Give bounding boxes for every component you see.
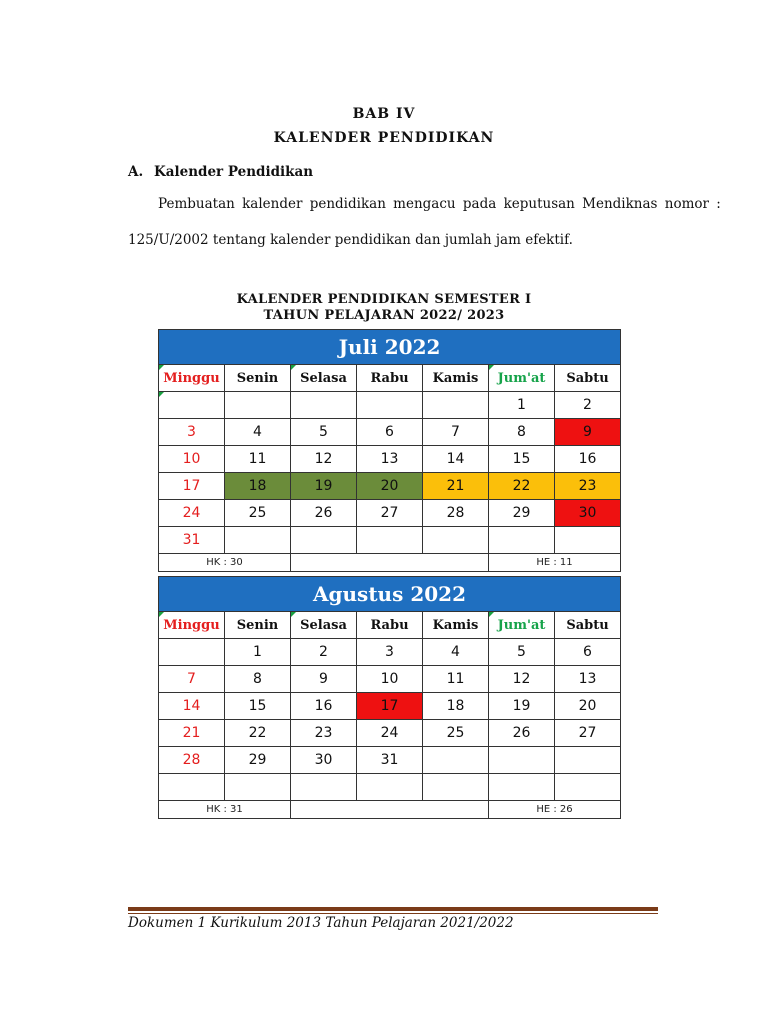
hk-count: HK : 30: [159, 554, 291, 572]
week-row: [159, 392, 621, 419]
day-cell: 29: [225, 747, 291, 774]
hk-count: HK : 31: [159, 801, 291, 819]
day-cell: [159, 774, 225, 801]
week-row: [159, 446, 621, 473]
day-cell: [291, 774, 357, 801]
weekday-header: Selasa: [291, 612, 357, 639]
day-cell: [423, 747, 489, 774]
he-count: HE : 26: [489, 801, 621, 819]
summary-row: [159, 554, 621, 572]
day-cell: 18: [423, 693, 489, 720]
day-cell: 3: [357, 639, 423, 666]
day-cell: 28: [423, 500, 489, 527]
day-cell: 15: [489, 446, 555, 473]
cell-marker: [489, 365, 494, 370]
day-cell: [489, 527, 555, 554]
weekday-header: Sabtu: [555, 612, 621, 639]
cell-marker: [489, 612, 494, 617]
weekday-header: Senin: [225, 365, 291, 392]
week-row: [159, 666, 621, 693]
day-cell: 2: [291, 639, 357, 666]
day-cell: 17: [357, 693, 423, 720]
day-cell: [357, 527, 423, 554]
weekday-header: Senin: [225, 612, 291, 639]
footer-text: Dokumen 1 Kurikulum 2013 Tahun Pelajaran 2021/2022: [128, 915, 514, 931]
weekday-header: Jum'at: [489, 365, 555, 392]
day-cell: 7: [159, 666, 225, 693]
day-cell: 17: [159, 473, 225, 500]
day-cell: [357, 774, 423, 801]
day-cell: 26: [489, 720, 555, 747]
weekday-header: Kamis: [423, 365, 489, 392]
cell-marker: [291, 365, 296, 370]
day-cell: 11: [423, 666, 489, 693]
week-row: [159, 527, 621, 554]
day-cell: 30: [291, 747, 357, 774]
day-cell: 19: [291, 473, 357, 500]
month-title: Agustus 2022: [159, 577, 621, 612]
week-row: [159, 639, 621, 666]
calendar-subtitle: TAHUN PELAJARAN 2022/ 2023: [263, 308, 505, 323]
day-cell: 4: [225, 419, 291, 446]
day-cell: 16: [291, 693, 357, 720]
day-cell: 30: [555, 500, 621, 527]
he-count: HE : 11: [489, 554, 621, 572]
month-title: Juli 2022: [159, 330, 621, 365]
day-cell: 20: [357, 473, 423, 500]
day-cell: 31: [357, 747, 423, 774]
weekday-header: Rabu: [357, 365, 423, 392]
day-cell: 21: [423, 473, 489, 500]
day-cell: 13: [555, 666, 621, 693]
week-row: [159, 774, 621, 801]
cell-marker: [159, 612, 164, 617]
day-cell: 7: [423, 419, 489, 446]
cell-marker: [291, 612, 296, 617]
chapter-number: BAB IV: [352, 106, 416, 122]
day-cell: 13: [357, 446, 423, 473]
summary-row: [159, 801, 621, 819]
day-cell: 3: [159, 419, 225, 446]
day-cell: 20: [555, 693, 621, 720]
day-cell: [489, 747, 555, 774]
day-cell: 4: [423, 639, 489, 666]
day-cell: 29: [489, 500, 555, 527]
summary-spacer: [291, 554, 489, 572]
day-cell: 16: [555, 446, 621, 473]
day-cell: 5: [291, 419, 357, 446]
day-cell: 8: [225, 666, 291, 693]
day-cell: 6: [555, 639, 621, 666]
day-cell: [225, 774, 291, 801]
weekday-header: Minggu: [159, 365, 225, 392]
day-cell: 27: [357, 500, 423, 527]
section-title: Kalender Pendidikan: [154, 164, 314, 180]
day-cell: [159, 639, 225, 666]
day-cell: [225, 392, 291, 419]
day-cell: 22: [225, 720, 291, 747]
day-cell: 14: [423, 446, 489, 473]
day-cell: [423, 774, 489, 801]
paragraph-line-2: 125/U/2002 tentang kalender pendidikan dan jumlah jam efektif.: [128, 232, 573, 248]
week-row: [159, 693, 621, 720]
day-cell: [489, 774, 555, 801]
day-cell: 22: [489, 473, 555, 500]
week-row: [159, 720, 621, 747]
weekday-row: [159, 612, 621, 639]
day-cell: 28: [159, 747, 225, 774]
day-cell: 24: [159, 500, 225, 527]
day-cell: 27: [555, 720, 621, 747]
weekday-header: Rabu: [357, 612, 423, 639]
month-header-row: [159, 330, 621, 365]
cell-marker: [159, 392, 164, 397]
calendar-july: [158, 329, 621, 572]
footer-rule: [128, 907, 658, 911]
day-cell: [357, 392, 423, 419]
month-header-row: [159, 577, 621, 612]
week-row: [159, 500, 621, 527]
day-cell: 25: [225, 500, 291, 527]
day-cell: 1: [489, 392, 555, 419]
calendar-title: KALENDER PENDIDIKAN SEMESTER I: [236, 292, 532, 307]
footer-rule-thin: [128, 913, 658, 914]
day-cell: [291, 527, 357, 554]
day-cell: 12: [489, 666, 555, 693]
week-row: [159, 419, 621, 446]
day-cell: 12: [291, 446, 357, 473]
day-cell: 31: [159, 527, 225, 554]
weekday-header: Minggu: [159, 612, 225, 639]
day-cell: 15: [225, 693, 291, 720]
weekday-header: Selasa: [291, 365, 357, 392]
day-cell: 9: [555, 419, 621, 446]
day-cell: [159, 392, 225, 419]
day-cell: 14: [159, 693, 225, 720]
section-heading: [128, 164, 313, 180]
day-cell: [555, 747, 621, 774]
section-number: A.: [128, 164, 144, 180]
day-cell: 1: [225, 639, 291, 666]
day-cell: 19: [489, 693, 555, 720]
cell-marker: [159, 365, 164, 370]
day-cell: 18: [225, 473, 291, 500]
day-cell: [423, 392, 489, 419]
day-cell: 11: [225, 446, 291, 473]
day-cell: 6: [357, 419, 423, 446]
weekday-header: Jum'at: [489, 612, 555, 639]
day-cell: 10: [357, 666, 423, 693]
day-cell: 8: [489, 419, 555, 446]
day-cell: [555, 527, 621, 554]
day-cell: 23: [555, 473, 621, 500]
day-cell: [555, 774, 621, 801]
day-cell: 24: [357, 720, 423, 747]
day-cell: 10: [159, 446, 225, 473]
day-cell: 26: [291, 500, 357, 527]
week-row: [159, 473, 621, 500]
summary-spacer: [291, 801, 489, 819]
day-cell: [291, 392, 357, 419]
paragraph-line-1: Pembuatan kalender pendidikan mengacu pada keputusan Mendiknas nomor :: [158, 196, 721, 212]
weekday-header: Kamis: [423, 612, 489, 639]
calendar-august: [158, 576, 621, 819]
day-cell: [423, 527, 489, 554]
day-cell: 25: [423, 720, 489, 747]
weekday-header: Sabtu: [555, 365, 621, 392]
day-cell: [225, 527, 291, 554]
week-row: [159, 747, 621, 774]
chapter-title: KALENDER PENDIDIKAN: [273, 130, 495, 146]
day-cell: 23: [291, 720, 357, 747]
day-cell: 9: [291, 666, 357, 693]
day-cell: 2: [555, 392, 621, 419]
weekday-row: [159, 365, 621, 392]
day-cell: 5: [489, 639, 555, 666]
day-cell: 21: [159, 720, 225, 747]
